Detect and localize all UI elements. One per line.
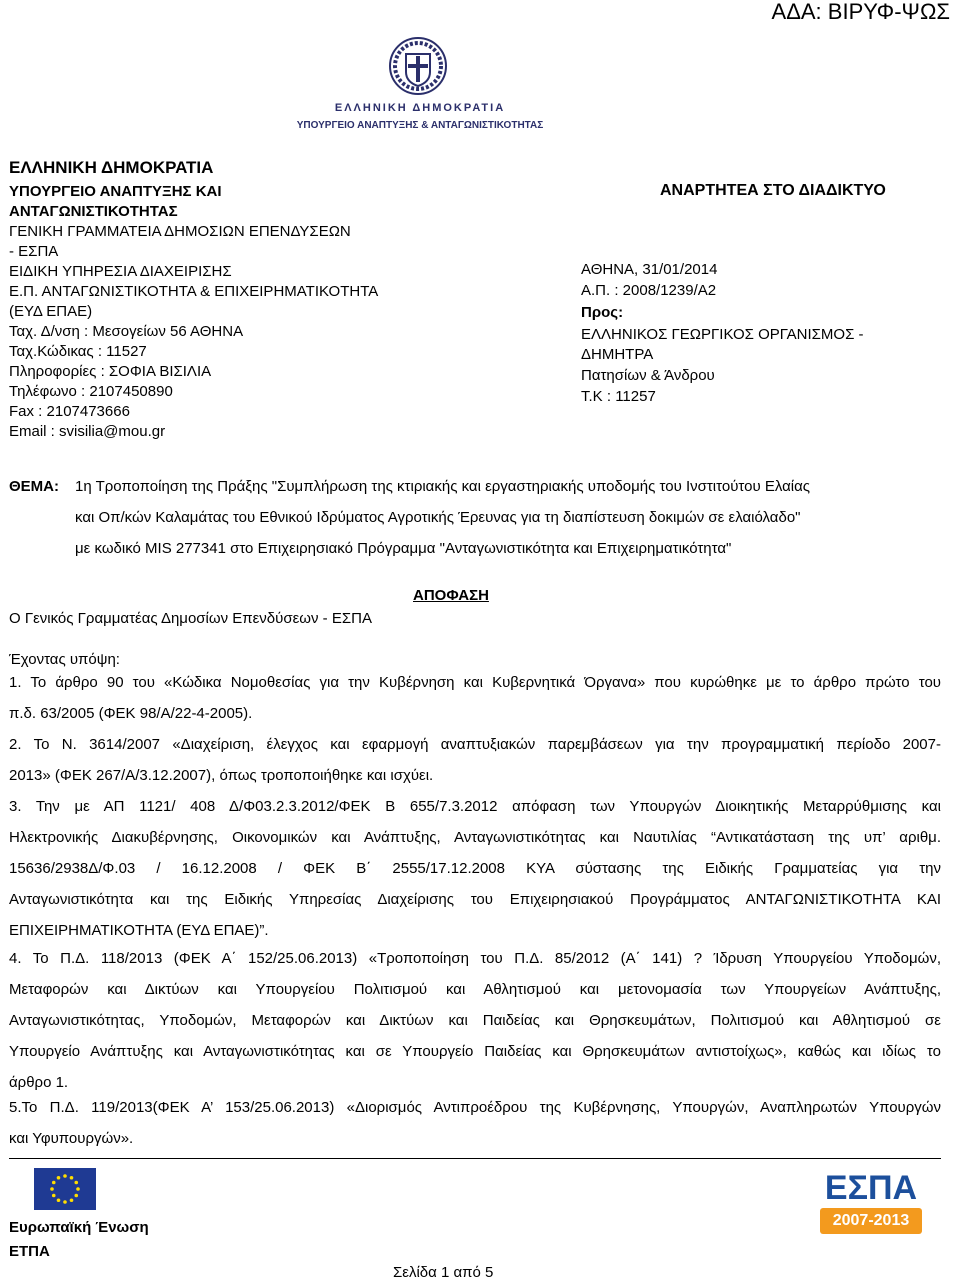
sender-line: - ΕΣΠΑ	[9, 243, 59, 260]
recipient-name-1: ΕΛΛΗΝΙΚΟΣ ΓΕΩΡΓΙΚΟΣ ΟΡΓΑΝΙΣΜΟΣ -	[581, 326, 864, 343]
espa-logo-years: 2007-2013	[820, 1208, 922, 1234]
sender-title: ΕΛΛΗΝΙΚΗ ΔΗΜΟΚΡΑΤΙΑ	[9, 158, 214, 177]
protocol-number: Α.Π. : 2008/1239/Α2	[581, 282, 717, 299]
espa-logo	[816, 1168, 926, 1240]
recipient-block	[581, 260, 951, 407]
footer-rule	[9, 1158, 941, 1159]
subject-line-2: και Οπ/κών Καλαμάτας του Εθνικού Ιδρύματος Αγροτικής Έρευνας για τη διαπίστευση δοκιμών σε ελαιόλαδο"	[75, 509, 801, 526]
recital-line: 3. Την με ΑΠ 1121/ 408 Δ/Φ03.2.3.2012/ΦΕΚ Β 655/7.3.2012 απόφαση των Υπουργών Διοικητικής Μεταρρύθμισης και	[9, 798, 941, 815]
to-label: Προς:	[581, 304, 624, 321]
recital-line: 1. Το άρθρο 90 του «Κώδικα Νομοθεσίας για την Κυβέρνηση και Κυβερνητικά Όργανα» που κυρώθηκε με το άρθρο πρώτο του	[9, 674, 941, 691]
eu-star-icon	[57, 1198, 61, 1202]
recital-line: και Υφυπουργών».	[9, 1130, 134, 1147]
recipient-street: Πατησίων & Άνδρου	[581, 367, 715, 384]
recital-line: άρθρο 1.	[9, 1074, 69, 1091]
eu-star-icon	[74, 1181, 78, 1185]
sender-line: ΕΙΔΙΚΗ ΥΠΗΡΕΣΙΑ ΔΙΑΧΕΙΡΙΣΗΣ	[9, 263, 232, 280]
sender-email: Email : svisilia@mou.gr	[9, 423, 166, 440]
eu-star-icon	[76, 1187, 80, 1191]
subject-line-3: με κωδικό MIS 277341 στο Επιχειρησιακό Πρόγραμμα "Ανταγωνιστικότητα και Επιχειρηματικότητα"	[75, 540, 732, 557]
considering-label: Έχοντας υπόψη:	[9, 651, 120, 668]
document-date: ΑΘΗΝΑ, 31/01/2014	[581, 261, 718, 278]
subject-label: ΘΕΜΑ:	[9, 478, 59, 495]
sender-ministry-1: ΥΠΟΥΡΓΕΙΟ ΑΝΑΠΤΥΞΗΣ ΚΑΙ	[9, 183, 222, 200]
recital-line: Υπουργείο Ανάπτυξης και Ανταγωνιστικότητας και σε Υπουργείο Παιδείας και Θρησκευμάτων αντιστοίχως», καθώς και ιδίως το	[9, 1043, 941, 1060]
page-number: Σελίδα 1 από 5	[393, 1264, 494, 1281]
eu-star-icon	[52, 1181, 56, 1185]
eu-star-icon	[70, 1176, 74, 1180]
sender-block	[9, 157, 449, 442]
logo-line-1: ΕΛΛΗΝΙΚΗ ΔΗΜΟΚΡΑΤΙΑ	[334, 102, 506, 114]
eu-star-icon	[63, 1174, 67, 1178]
eu-star-icon	[52, 1194, 56, 1198]
erdf-label: ΕΤΠΑ	[9, 1243, 50, 1260]
recital-line: 2. Το Ν. 3614/2007 «Διαχείριση, έλεγχος και εφαρμογή αναπτυξιακών παρεμβάσεων για την προγραμματική περίοδο 2007-	[9, 736, 941, 753]
posting-note: ΑΝΑΡΤΗΤΕΑ ΣΤΟ ΔΙΑΔΙΚΤΥΟ	[660, 182, 886, 199]
eu-star-icon	[74, 1194, 78, 1198]
sender-line: Fax : 2107473666	[9, 403, 130, 420]
sender-line: Ταχ. Δ/νση : Μεσογείων 56 ΑΘΗΝΑ	[9, 323, 244, 340]
eu-star-icon	[70, 1198, 74, 1202]
recipient-postcode: Τ.Κ : 11257	[581, 388, 656, 405]
recital-line: 15636/2938Δ/Φ.03 / 16.12.2008 / ΦΕΚ Β΄ 2555/17.12.2008 ΚΥΑ σύστασης της Ειδικής Γραμματείας για την	[9, 860, 941, 877]
ministry-logo	[270, 34, 570, 134]
eu-star-icon	[50, 1187, 54, 1191]
eu-star-icon	[63, 1200, 67, 1204]
eu-label: Ευρωπαϊκή Ένωση	[9, 1219, 149, 1236]
decision-heading: ΑΠΟΦΑΣΗ	[413, 587, 489, 604]
sender-line: Ε.Π. ΑΝΤΑΓΩΝΙΣΤΙΚΟΤΗΤΑ & ΕΠΙΧΕΙΡΗΜΑΤΙΚΟΤΗΤΑ	[9, 283, 379, 300]
issuer-line: Ο Γενικός Γραμματέας Δημοσίων Επενδύσεων - ΕΣΠΑ	[9, 610, 372, 627]
recital-line: 2013» (ΦΕΚ 267/Α/3.12.2007), όπως τροποποιήθηκε και ισχύει.	[9, 767, 434, 784]
sender-line: Τηλέφωνο : 2107450890	[9, 383, 173, 400]
sender-ministry-2: ΑΝΤΑΓΩΝΙΣΤΙΚΟΤΗΤΑΣ	[9, 203, 178, 220]
ada-code: ΑΔΑ: ΒΙΡΥΦ-ΨΩΣ	[771, 0, 950, 24]
espa-logo-text: ΕΣΠΑ	[824, 1169, 918, 1207]
sender-line: Ταχ.Κώδικας : 11527	[9, 343, 147, 360]
greek-emblem-icon	[388, 34, 448, 98]
recital-line: 4. Το Π.Δ. 118/2013 (ΦΕΚ Α΄ 152/25.06.2013) «Τροποποίηση του Π.Δ. 85/2012 (Α΄ 141) ? Ίδρυση Υπουργείου Υποδομών,	[9, 950, 941, 967]
recital-line: 5.Το Π.Δ. 119/2013(ΦΕΚ Α’ 153/25.06.2013) «Διορισμός Αντιπροέδρου της Κυβέρνησης, Υπουργών, Αναπληρωτών Υπουργών	[9, 1099, 941, 1116]
recital-line: Ηλεκτρονικής Διακυβέρνησης, Οικονομικών και Ανάπτυξης, Ανταγωνιστικότητας και Ναυτιλίας “Αντικατάσταση της υπ’ αριθμ.	[9, 829, 941, 846]
recital-line: ΕΠΙΧΕΙΡΗΜΑΤΙΚΟΤΗΤΑ (ΕΥΔ ΕΠΑΕ)”.	[9, 922, 269, 939]
recital-line: Ανταγωνιστικότητας, Υποδομών, Μεταφορών και Δικτύων και Παιδείας και Θρησκευμάτων, Πολιτισμού και Αθλητισμού σε	[9, 1012, 941, 1029]
eu-star-icon	[57, 1176, 61, 1180]
subject-line-1: 1η Τροποποίηση της Πράξης "Συμπλήρωση της κτιριακής και εργαστηριακής υποδομής του Ινστιτούτου Ελαίας	[75, 478, 811, 495]
sender-line: (ΕΥΔ ΕΠΑΕ)	[9, 303, 93, 320]
recital-line: Ανταγωνιστικότητα και της Ειδικής Υπηρεσίας Διαχείρισης του Επιχειρησιακού Προγράμματος ΑΝΤΑΓΩΝΙΣΤΙΚΟΤΗΤΑ ΚΑΙ	[9, 891, 941, 908]
logo-line-2: ΥΠΟΥΡΓΕΙΟ ΑΝΑΠΤΥΞΗΣ & ΑΝΤΑΓΩΝΙΣΤΙΚΟΤΗΤΑΣ	[296, 120, 544, 131]
sender-line: Πληροφορίες : ΣΟΦΙΑ ΒΙΣΙΛΙΑ	[9, 363, 212, 380]
sender-line: ΓΕΝΙΚΗ ΓΡΑΜΜΑΤΕΙΑ ΔΗΜΟΣΙΩΝ ΕΠΕΝΔΥΣΕΩΝ	[9, 223, 351, 240]
recital-line: Μεταφορών και Δικτύων και Υπουργείου Πολιτισμού και Αθλητισμού και μετονομασία των Υπουργείων Ανάπτυξης,	[9, 981, 941, 998]
eu-flag-icon	[34, 1168, 96, 1210]
recital-line: π.δ. 63/2005 (ΦΕΚ 98/Α/22-4-2005).	[9, 705, 253, 722]
recipient-name-2: ΔΗΜΗΤΡΑ	[581, 346, 654, 363]
